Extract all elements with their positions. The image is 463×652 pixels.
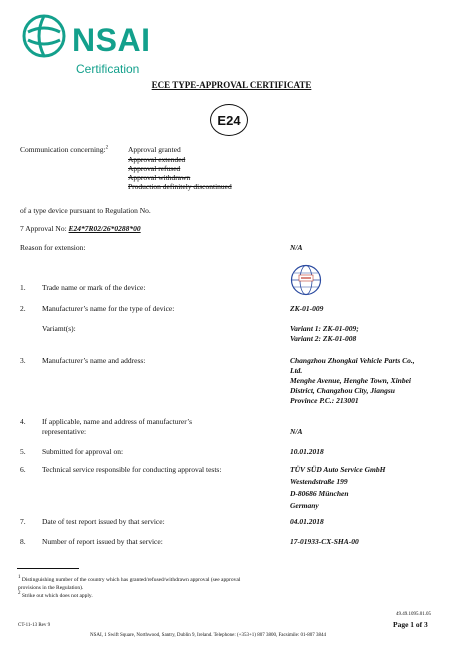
item-7-num: 7. — [20, 517, 26, 526]
service-line-3: D-80686 München — [290, 489, 349, 498]
item-1-num: 1. — [20, 283, 26, 292]
item-3-num: 3. — [20, 356, 26, 365]
approval-label: 7 Approval No: — [20, 224, 67, 233]
item-5-label: Submitted for approval on: — [42, 447, 124, 456]
option-4: Production definitely discontinued — [128, 182, 232, 191]
service-line-4: Germany — [290, 501, 319, 510]
option-3: Approval withdrawn — [128, 173, 191, 182]
brand-name: NSAI — [72, 22, 151, 58]
approval-row — [20, 224, 141, 234]
item-4-label-2: representative: — [42, 427, 87, 436]
service-line-2: Westendstraße 199 — [290, 477, 348, 486]
item-7-value: 04.01.2018 — [290, 517, 324, 526]
item-7-label: Date of test report issued by that service: — [42, 517, 165, 526]
item-5-value: 10.01.2018 — [290, 447, 324, 456]
item-1-label: Trade name or mark of the device: — [42, 283, 146, 292]
item-2-num: 2. — [20, 304, 26, 313]
manufacturer-line-2: Ltd. — [290, 366, 303, 375]
item-2-label: Manufacturer’s name for the type of device: — [42, 304, 175, 313]
brand-subtitle: Certification — [76, 62, 140, 76]
item-2-value: ZK-01-009 — [290, 304, 324, 313]
trade-mark-seal-icon — [290, 264, 322, 296]
footnote-rule — [17, 568, 79, 569]
manufacturer-line-1: Changzhou Zhongkai Vehicle Parts Co., — [290, 356, 415, 365]
manufacturer-line-3: Menghe Avenue, Henghe Town, Xinbei — [290, 376, 411, 385]
item-4-value: N/A — [290, 427, 303, 436]
variant-1: Variant 1: ZK-01-009; — [290, 324, 359, 333]
reason-label: Reason for extension: — [20, 243, 86, 252]
reason-value: N/A — [290, 243, 303, 252]
footnote-2: $^2$ Strike out which does not apply. — [18, 591, 93, 599]
nsai-globe-icon — [22, 14, 66, 58]
item-8-value: 17-01933-CX-SHA-00 — [290, 537, 359, 546]
item-8-num: 8. — [20, 537, 26, 546]
type-device-line: of a type device pursuant to Regulation No. — [20, 206, 151, 215]
page-number: Page 1 of 3 — [393, 620, 428, 629]
communication-label: Communication concerning:$^2$ — [20, 145, 109, 154]
form-code: CT-11-13 Rev 9 — [18, 623, 51, 628]
footnote-1-line-1: $^1$ Distinguishing number of the country which has granted/refused/withdrawn approval (see approval — [18, 575, 241, 583]
item-6-label: Technical service responsible for conducting approval tests: — [42, 465, 222, 474]
manufacturer-line-5: Province P.C.: 213001 — [290, 396, 359, 405]
item-6-num: 6. — [20, 465, 26, 474]
approval-number: E24*7R02/26*0288*00 — [68, 224, 141, 233]
item-4-label-1: If applicable, name and address of manufacturer’s — [42, 417, 193, 426]
footer-address: NSAI, 1 Swift Square, Northwood, Santry, Dublin 9, Ireland. Telephone: (+353+1) 807 3800, Facsimile: 01-807 3844 — [90, 633, 326, 638]
option-1: Approval extended — [128, 155, 186, 164]
service-line-1: TÜV SÜD Auto Service GmbH — [290, 465, 386, 474]
variant-2: Variant 2: ZK-01-008 — [290, 334, 357, 343]
footnote-1-line-2: provisions in the Regulation). — [18, 585, 84, 591]
option-0: Approval granted — [128, 145, 181, 154]
item-4-num: 4. — [20, 417, 26, 426]
document-reference: 49.49.1095.01.05 — [396, 612, 431, 617]
manufacturer-line-4: District, Changzhou City, Jiangsu — [290, 386, 395, 395]
item-5-num: 5. — [20, 447, 26, 456]
document-title: ECE TYPE-APPROVAL CERTIFICATE — [151, 80, 312, 90]
item-8-label: Number of report issued by that service: — [42, 537, 163, 546]
item-3-label: Manufacturer’s name and address: — [42, 356, 146, 365]
e-mark-badge: E24 — [210, 104, 248, 136]
variants-label: Variamt(s): — [42, 324, 76, 333]
option-2: Approval refused — [128, 164, 181, 173]
